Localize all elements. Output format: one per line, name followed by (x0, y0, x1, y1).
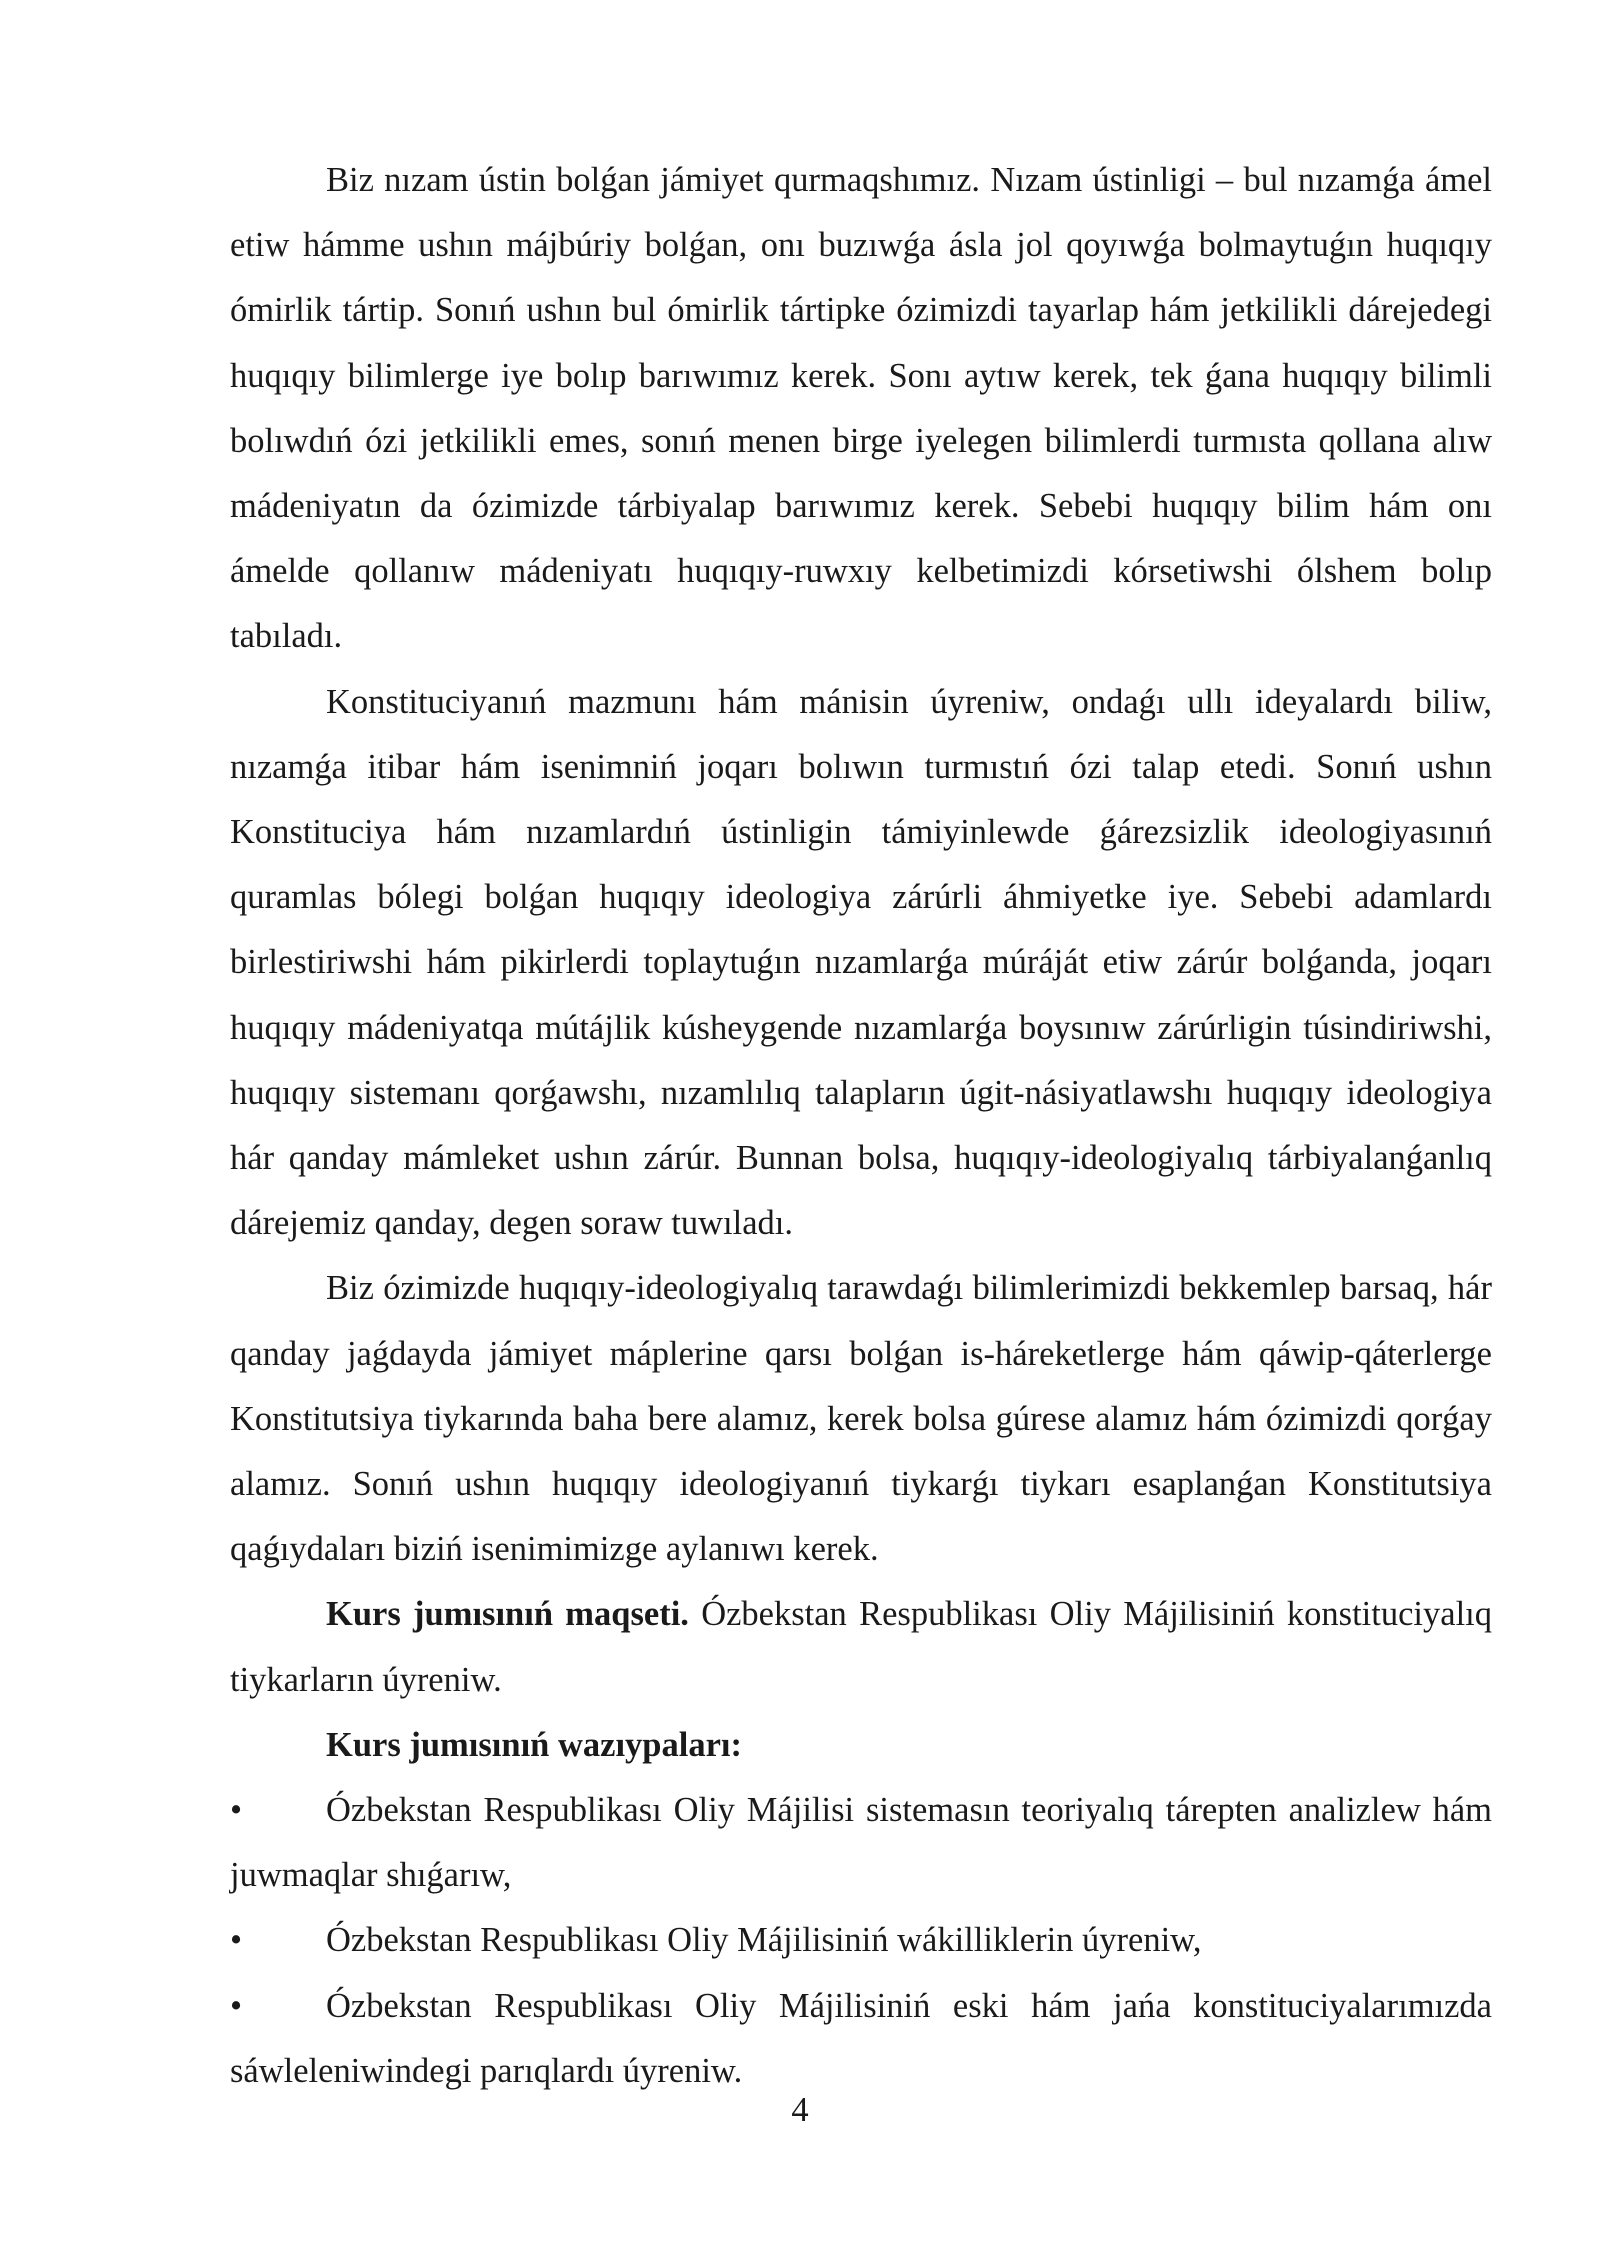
task-item-1 (230, 1778, 1492, 1908)
goal-label: Kurs jumısınıń maqseti. (326, 1595, 689, 1634)
page-number: 4 (791, 2091, 809, 2129)
task-item-text: Ózbekstan Respublikası Oliy Májilisiniń eski hám jańa konstituciyalarımızda sáwleleniwindegi parıqlardı úyreniw. (230, 1986, 1492, 2090)
task-item-2 (230, 1908, 1492, 1973)
task-item-3 (230, 1974, 1492, 2104)
bullet-icon: • (230, 1791, 243, 1830)
task-item-text: Ózbekstan Respublikası Oliy Májilisi sistemasın teoriyalıq tárepten analizlew hám juwmaqlar shıǵarıw, (230, 1791, 1492, 1895)
bullet-icon: • (230, 1986, 243, 2025)
page-body (230, 148, 1492, 2104)
goal-text: Ózbekstan Respublikası Oliy Májilisiniń konstituciyalıq tiykarların úyreniw. (230, 1595, 1492, 1699)
paragraph-1: Biz nızam ústin bolǵan jámiyet qurmaqshımız. Nızam ústinligi – bul nızamǵa ámel etiw hámme ushın májbúriy bolǵan, onı buzıwǵa ásla jol qoyıwǵa bolmaytuǵın huqıqıy ómirlik tártip. Sonıń ushın bul ómirlik tártipke ózimizdi tayarlap hám jetkilikli dárejedegi huqıqıy bilimlerge iye bolıp barıwımız kerek. Sonı aytıw kerek, tek ǵana huqıqıy bilimli bolıwdıń ózi jetkilikli emes, sonıń menen birge iyelegen bilimlerdi turmısta qollana alıw mádeniyatın da ózimizde tárbiyalap barıwımız kerek. Sebebi huqıqıy bilim hám onı ámelde qollanıw mádeniyatı huqıqıy-ruwxıy kelbetimizdi kórsetiwshi ólshem bolıp tabıladı. (230, 161, 1492, 656)
tasks-heading: Kurs jumısınıń wazıypaları: (326, 1725, 742, 1764)
goal-paragraph (230, 1582, 1492, 1712)
paragraph-3: Biz ózimizde huqıqıy-ideologiyalıq tarawdaǵı bilimlerimizdi bekkemlep barsaq, hár qanday jaǵdayda jámiyet máplerine qarsı bolǵan is-háreketlerge hám qáwip-qáterlerge Konstitutsiya tiykarında baha bere alamız, kerek bolsa gúrese alamız hám ózimizdi qorǵay alamız. Sonıń ushın huqıqıy ideologiyanıń tiykarǵı tiykarı esaplanǵan Konstitutsiya qaǵıydaları biziń isenimimizge aylanıwı kerek. (230, 1269, 1492, 1569)
paragraph-2: Konstituciyanıń mazmunı hám mánisin úyreniw, ondaǵı ullı ideyalardı biliw, nızamǵa itibar hám isenimniń joqarı bolıwın turmıstıń ózi talap etedi. Sonıń ushın Konstituciya hám nızamlardıń ústinligin támiyinlewde ǵárezsizlik ideologiyasınıń quramlas bólegi bolǵan huqıqıy ideologiya zárúrli áhmiyetke iye. Sebebi adamlardı birlestiriwshi hám pikirlerdi toplaytuǵın nızamlarǵa múráját etiw zárúr bolǵanda, joqarı huqıqıy mádeniyatqa mútájlik kúsheygende nızamlarǵa boysınıw zárúrligin túsindiriwshi, huqıqıy sistemanı qorǵawshı, nızamlılıq talapların úgit-násiyatlawshı huqıqıy ideologiya hár qanday mámleket ushın zárúr. Bunnan bolsa, huqıqıy-ideologiyalıq tárbiyalanǵanlıq dárejemiz qanday, degen soraw tuwıladı. (230, 682, 1492, 1243)
bullet-icon: • (230, 1921, 243, 1960)
task-item-text: Ózbekstan Respublikası Oliy Májilisiniń wákilliklerin úyreniw, (326, 1921, 1202, 1960)
